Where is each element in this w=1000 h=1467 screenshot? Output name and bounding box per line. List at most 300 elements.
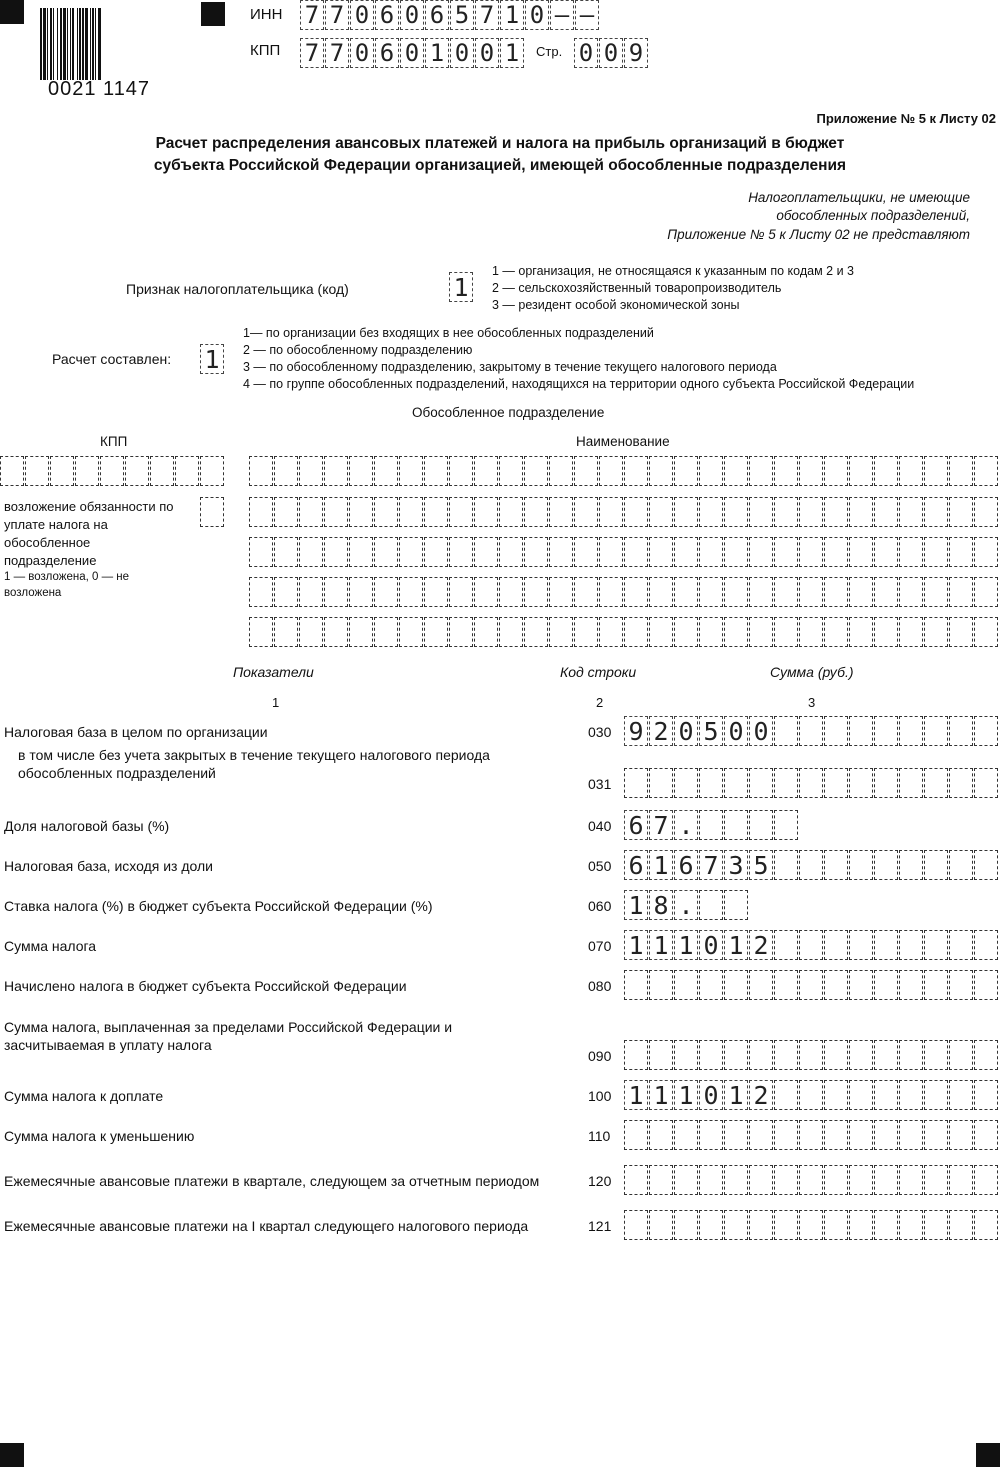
subdivision-name-cell[interactable] <box>274 537 298 567</box>
subdivision-name-cell[interactable] <box>574 537 598 567</box>
row-value-cell[interactable] <box>649 1040 673 1070</box>
kpp-cells[interactable] <box>300 38 525 68</box>
row-value-cell[interactable] <box>824 768 848 798</box>
subdivision-name-cell[interactable] <box>349 577 373 607</box>
row-value-cell[interactable]: 7 <box>649 810 673 840</box>
subdivision-name-cell[interactable] <box>574 497 598 527</box>
subdivision-name-cell[interactable] <box>574 456 598 486</box>
row-value-cell[interactable] <box>924 768 948 798</box>
subdivision-name-cell[interactable] <box>649 577 673 607</box>
row-value-cell[interactable]: 1 <box>624 890 648 920</box>
subdivision-kpp-cell[interactable] <box>75 456 99 486</box>
subdivision-name-cell[interactable] <box>474 497 498 527</box>
row-value-cell[interactable] <box>949 716 973 746</box>
subdivision-name-cell[interactable] <box>674 497 698 527</box>
row-value-cell[interactable]: 1 <box>724 1080 748 1110</box>
row-value-cell[interactable] <box>749 810 773 840</box>
subdivision-name-cell[interactable] <box>249 456 273 486</box>
row-value-cell[interactable] <box>824 1165 848 1195</box>
row-value-cell[interactable] <box>874 716 898 746</box>
row-value-cells[interactable] <box>624 890 749 920</box>
subdivision-name-cell[interactable] <box>349 497 373 527</box>
subdivision-name-cell[interactable] <box>749 537 773 567</box>
subdivision-name-cell[interactable] <box>399 537 423 567</box>
row-value-cell[interactable]: 8 <box>649 890 673 920</box>
subdivision-name-cell[interactable] <box>499 617 523 647</box>
subdivision-name-cell[interactable] <box>524 497 548 527</box>
row-value-cell[interactable] <box>749 1165 773 1195</box>
row-value-cell[interactable]: 5 <box>699 716 723 746</box>
subdivision-name-cell[interactable] <box>724 456 748 486</box>
subdivision-name-cell[interactable] <box>849 577 873 607</box>
row-value-cell[interactable] <box>924 1165 948 1195</box>
row-value-cells[interactable] <box>624 1165 999 1195</box>
subdivision-name-cell[interactable] <box>974 456 998 486</box>
subdivision-name-cell[interactable] <box>299 577 323 607</box>
subdivision-name-cell[interactable] <box>874 537 898 567</box>
subdivision-name-cell[interactable] <box>274 456 298 486</box>
subdivision-name-cell[interactable] <box>324 456 348 486</box>
row-value-cell[interactable] <box>949 1080 973 1110</box>
subdivision-name-cell[interactable] <box>324 577 348 607</box>
subdivision-name-row[interactable] <box>249 456 999 486</box>
subdivision-name-cell[interactable] <box>724 497 748 527</box>
subdivision-name-cell[interactable] <box>949 537 973 567</box>
row-value-cell[interactable]: 7 <box>699 850 723 880</box>
row-value-cell[interactable]: 0 <box>699 1080 723 1110</box>
subdivision-name-row[interactable] <box>249 577 999 607</box>
subdivision-name-cell[interactable] <box>924 456 948 486</box>
row-value-cell[interactable] <box>724 970 748 1000</box>
subdivision-name-cell[interactable] <box>449 617 473 647</box>
subdivision-name-row[interactable] <box>249 617 999 647</box>
subdivision-name-cell[interactable] <box>274 497 298 527</box>
kpp-cell[interactable]: 0 <box>400 38 424 68</box>
subdivision-name-cell[interactable] <box>449 456 473 486</box>
subdivision-name-cell[interactable] <box>399 617 423 647</box>
row-value-cell[interactable]: 1 <box>674 930 698 960</box>
row-value-cell[interactable] <box>974 1210 998 1240</box>
subdivision-name-cell[interactable] <box>649 617 673 647</box>
row-value-cell[interactable] <box>799 850 823 880</box>
row-value-cell[interactable] <box>924 850 948 880</box>
row-value-cell[interactable] <box>899 1080 923 1110</box>
row-value-cell[interactable] <box>849 768 873 798</box>
subdivision-name-cell[interactable] <box>949 456 973 486</box>
row-value-cell[interactable] <box>874 1120 898 1150</box>
subdivision-name-cell[interactable] <box>474 577 498 607</box>
kpp-cell[interactable]: 0 <box>350 38 374 68</box>
row-value-cell[interactable]: 0 <box>749 716 773 746</box>
row-value-cell[interactable] <box>624 1210 648 1240</box>
subdivision-name-cell[interactable] <box>724 617 748 647</box>
row-value-cell[interactable] <box>899 768 923 798</box>
row-value-cell[interactable]: 6 <box>624 850 648 880</box>
subdivision-name-cell[interactable] <box>924 537 948 567</box>
row-value-cell[interactable] <box>924 930 948 960</box>
inn-cell[interactable]: 0 <box>525 0 549 30</box>
subdivision-name-cell[interactable] <box>649 537 673 567</box>
subdivision-name-cell[interactable] <box>799 617 823 647</box>
subdivision-name-cell[interactable] <box>724 577 748 607</box>
subdivision-name-cell[interactable] <box>599 617 623 647</box>
subdivision-name-cell[interactable] <box>749 577 773 607</box>
row-value-cell[interactable] <box>799 1120 823 1150</box>
row-value-cell[interactable] <box>974 1120 998 1150</box>
row-value-cells[interactable] <box>624 768 999 798</box>
row-value-cell[interactable] <box>649 1210 673 1240</box>
subdivision-name-cell[interactable] <box>299 537 323 567</box>
subdivision-name-cell[interactable] <box>399 577 423 607</box>
subdivision-name-cell[interactable] <box>874 456 898 486</box>
row-value-cell[interactable] <box>949 930 973 960</box>
kpp-cell[interactable]: 1 <box>500 38 524 68</box>
subdivision-name-cell[interactable] <box>374 537 398 567</box>
row-value-cell[interactable] <box>824 970 848 1000</box>
row-value-cell[interactable] <box>849 1120 873 1150</box>
subdivision-name-cell[interactable] <box>599 456 623 486</box>
row-value-cell[interactable]: 6 <box>674 850 698 880</box>
subdivision-name-cell[interactable] <box>424 577 448 607</box>
subdivision-name-cell[interactable] <box>949 617 973 647</box>
subdivision-name-cell[interactable] <box>249 497 273 527</box>
subdivision-name-cell[interactable] <box>249 617 273 647</box>
row-value-cell[interactable] <box>874 1040 898 1070</box>
row-value-cell[interactable] <box>899 930 923 960</box>
subdivision-name-cell[interactable] <box>699 617 723 647</box>
subdivision-name-cell[interactable] <box>349 537 373 567</box>
row-value-cell[interactable] <box>874 850 898 880</box>
subdivision-name-cell[interactable] <box>424 537 448 567</box>
subdivision-name-cell[interactable] <box>824 617 848 647</box>
row-value-cell[interactable] <box>849 1165 873 1195</box>
row-value-cell[interactable] <box>674 1210 698 1240</box>
row-value-cell[interactable] <box>724 1165 748 1195</box>
row-value-cell[interactable] <box>899 1210 923 1240</box>
subdivision-name-cell[interactable] <box>899 456 923 486</box>
row-value-cell[interactable] <box>774 716 798 746</box>
subdivision-name-cell[interactable] <box>424 497 448 527</box>
subdivision-name-cell[interactable] <box>624 577 648 607</box>
row-value-cell[interactable]: 6 <box>624 810 648 840</box>
row-value-cell[interactable] <box>824 1120 848 1150</box>
inn-cell[interactable]: 6 <box>425 0 449 30</box>
row-value-cells[interactable] <box>624 810 799 840</box>
subdivision-name-cell[interactable] <box>624 617 648 647</box>
calc-compiled-cell[interactable] <box>200 344 225 374</box>
row-value-cell[interactable] <box>774 970 798 1000</box>
subdivision-name-cell[interactable] <box>474 617 498 647</box>
row-value-cell[interactable]: 5 <box>749 850 773 880</box>
subdivision-kpp-cell[interactable] <box>50 456 74 486</box>
inn-cell[interactable]: — <box>575 0 599 30</box>
subdivision-name-cell[interactable] <box>824 456 848 486</box>
inn-cell[interactable]: 1 <box>500 0 524 30</box>
subdivision-name-cell[interactable] <box>974 497 998 527</box>
subdivision-name-cell[interactable] <box>324 497 348 527</box>
subdivision-name-cell[interactable] <box>774 617 798 647</box>
subdivision-name-cell[interactable] <box>549 577 573 607</box>
kpp-cell[interactable]: 0 <box>475 38 499 68</box>
row-value-cell[interactable] <box>699 768 723 798</box>
subdivision-name-cell[interactable] <box>549 617 573 647</box>
page-cells[interactable] <box>574 38 649 68</box>
row-value-cells[interactable] <box>624 970 999 1000</box>
row-value-cell[interactable] <box>799 970 823 1000</box>
subdivision-name-cell[interactable] <box>749 456 773 486</box>
row-value-cell[interactable] <box>974 850 998 880</box>
row-value-cell[interactable] <box>824 1210 848 1240</box>
subdivision-name-cell[interactable] <box>699 537 723 567</box>
subdivision-kpp-cell[interactable] <box>25 456 49 486</box>
row-value-cell[interactable] <box>899 970 923 1000</box>
row-value-cell[interactable] <box>649 768 673 798</box>
row-value-cell[interactable] <box>749 1210 773 1240</box>
subdivision-name-cell[interactable] <box>949 497 973 527</box>
subdivision-name-cell[interactable] <box>524 577 548 607</box>
row-value-cell[interactable] <box>849 716 873 746</box>
row-value-cell[interactable] <box>899 1040 923 1070</box>
subdivision-name-cell[interactable] <box>749 617 773 647</box>
subdivision-name-cell[interactable] <box>649 497 673 527</box>
taxpayer-sign-cell[interactable] <box>449 272 474 302</box>
row-value-cells[interactable] <box>624 930 999 960</box>
subdivision-name-cell[interactable] <box>349 456 373 486</box>
row-value-cell[interactable] <box>624 1120 648 1150</box>
subdivision-name-cell[interactable] <box>899 497 923 527</box>
row-value-cell[interactable]: . <box>674 810 698 840</box>
subdivision-name-cell[interactable] <box>274 577 298 607</box>
kpp-cell[interactable]: 6 <box>375 38 399 68</box>
page-cell[interactable]: 0 <box>574 38 598 68</box>
subdivision-name-cell[interactable] <box>299 497 323 527</box>
subdivision-name-cell[interactable] <box>399 497 423 527</box>
row-value-cell[interactable] <box>749 768 773 798</box>
kpp-cell[interactable]: 7 <box>300 38 324 68</box>
row-value-cell[interactable] <box>824 1040 848 1070</box>
row-value-cell[interactable] <box>924 1210 948 1240</box>
row-value-cell[interactable] <box>724 890 748 920</box>
row-value-cells[interactable] <box>624 1080 999 1110</box>
subdivision-name-cell[interactable] <box>399 456 423 486</box>
subdivision-name-cell[interactable] <box>774 537 798 567</box>
subdivision-kpp-cell[interactable] <box>200 456 224 486</box>
row-value-cell[interactable] <box>824 850 848 880</box>
row-value-cell[interactable] <box>974 1165 998 1195</box>
subdivision-name-cell[interactable] <box>549 497 573 527</box>
subdivision-name-cell[interactable] <box>424 456 448 486</box>
subdivision-name-cell[interactable] <box>549 456 573 486</box>
subdivision-name-cell[interactable] <box>849 617 873 647</box>
row-value-cell[interactable] <box>699 890 723 920</box>
row-value-cell[interactable] <box>774 810 798 840</box>
row-value-cell[interactable] <box>949 1210 973 1240</box>
subdivision-name-cell[interactable] <box>874 577 898 607</box>
row-value-cell[interactable] <box>849 1080 873 1110</box>
row-value-cell[interactable] <box>874 1210 898 1240</box>
row-value-cell[interactable] <box>649 1165 673 1195</box>
inn-cell[interactable]: 7 <box>300 0 324 30</box>
row-value-cell[interactable] <box>949 1040 973 1070</box>
subdivision-name-cell[interactable] <box>524 456 548 486</box>
row-value-cells[interactable] <box>624 1120 999 1150</box>
row-value-cell[interactable] <box>849 1210 873 1240</box>
subdivision-name-cell[interactable] <box>774 497 798 527</box>
subdivision-name-cell[interactable] <box>874 497 898 527</box>
page-cell[interactable]: 0 <box>599 38 623 68</box>
row-value-cell[interactable] <box>624 768 648 798</box>
row-value-cell[interactable] <box>949 1120 973 1150</box>
row-value-cell[interactable] <box>624 1040 648 1070</box>
subdivision-name-cell[interactable] <box>949 577 973 607</box>
row-value-cell[interactable] <box>849 970 873 1000</box>
subdivision-name-row[interactable] <box>249 537 999 567</box>
row-value-cells[interactable] <box>624 850 999 880</box>
row-value-cell[interactable] <box>974 930 998 960</box>
subdivision-name-cell[interactable] <box>799 497 823 527</box>
row-value-cell[interactable] <box>674 1120 698 1150</box>
subdivision-name-cell[interactable] <box>474 456 498 486</box>
subdivision-name-cell[interactable] <box>674 537 698 567</box>
subdivision-name-cell[interactable] <box>799 537 823 567</box>
inn-cell[interactable]: 5 <box>450 0 474 30</box>
row-value-cell[interactable] <box>899 716 923 746</box>
subdivision-name-cell[interactable] <box>899 537 923 567</box>
row-value-cells[interactable] <box>624 1210 999 1240</box>
row-value-cell[interactable] <box>724 1040 748 1070</box>
subdivision-name-cell[interactable] <box>899 577 923 607</box>
row-value-cell[interactable] <box>724 810 748 840</box>
row-value-cell[interactable] <box>799 930 823 960</box>
subdivision-kpp-cells[interactable] <box>0 456 225 486</box>
row-value-cell[interactable]: 0 <box>699 930 723 960</box>
subdivision-kpp-cell[interactable] <box>150 456 174 486</box>
row-value-cell[interactable]: . <box>674 890 698 920</box>
subdivision-name-cell[interactable] <box>349 617 373 647</box>
subdivision-name-cell[interactable] <box>449 537 473 567</box>
row-value-cell[interactable] <box>774 1165 798 1195</box>
kpp-cell[interactable]: 1 <box>425 38 449 68</box>
row-value-cell[interactable] <box>674 1165 698 1195</box>
row-value-cell[interactable] <box>874 930 898 960</box>
row-value-cell[interactable] <box>624 970 648 1000</box>
row-value-cell[interactable] <box>924 1080 948 1110</box>
row-value-cell[interactable] <box>624 1165 648 1195</box>
row-value-cell[interactable]: 2 <box>749 930 773 960</box>
row-value-cell[interactable]: 1 <box>649 850 673 880</box>
subdivision-name-cell[interactable] <box>699 497 723 527</box>
obligation-value[interactable] <box>200 497 224 527</box>
row-value-cell[interactable] <box>924 716 948 746</box>
row-value-cell[interactable] <box>824 930 848 960</box>
inn-cell[interactable]: 7 <box>325 0 349 30</box>
subdivision-name-cell[interactable] <box>774 577 798 607</box>
row-value-cell[interactable] <box>674 970 698 1000</box>
row-value-cell[interactable] <box>949 768 973 798</box>
row-value-cell[interactable] <box>899 1165 923 1195</box>
row-value-cell[interactable] <box>924 970 948 1000</box>
subdivision-name-cell[interactable] <box>624 537 648 567</box>
subdivision-name-row[interactable] <box>249 497 999 527</box>
subdivision-name-cell[interactable] <box>499 497 523 527</box>
row-value-cell[interactable] <box>824 1080 848 1110</box>
row-value-cell[interactable]: 1 <box>674 1080 698 1110</box>
row-value-cell[interactable]: 3 <box>724 850 748 880</box>
row-value-cell[interactable] <box>699 970 723 1000</box>
row-value-cell[interactable] <box>699 1120 723 1150</box>
subdivision-name-cell[interactable] <box>449 497 473 527</box>
subdivision-name-cell[interactable] <box>849 537 873 567</box>
row-value-cells[interactable] <box>624 1040 999 1070</box>
subdivision-name-cell[interactable] <box>499 537 523 567</box>
subdivision-name-cell[interactable] <box>824 577 848 607</box>
subdivision-name-cell[interactable] <box>799 577 823 607</box>
subdivision-name-cell[interactable] <box>899 617 923 647</box>
row-value-cell[interactable] <box>974 970 998 1000</box>
subdivision-name-cell[interactable] <box>924 577 948 607</box>
page-cell[interactable]: 9 <box>624 38 648 68</box>
subdivision-name-cell[interactable] <box>249 537 273 567</box>
kpp-cell[interactable]: 7 <box>325 38 349 68</box>
subdivision-kpp-cell[interactable] <box>100 456 124 486</box>
subdivision-name-cell[interactable] <box>849 456 873 486</box>
row-value-cell[interactable] <box>699 1210 723 1240</box>
row-value-cell[interactable] <box>774 1120 798 1150</box>
subdivision-name-cell[interactable] <box>724 537 748 567</box>
subdivision-name-cell[interactable] <box>474 537 498 567</box>
row-value-cell[interactable] <box>724 1120 748 1150</box>
row-value-cell[interactable] <box>799 768 823 798</box>
subdivision-name-cell[interactable] <box>574 577 598 607</box>
row-value-cell[interactable] <box>674 1040 698 1070</box>
subdivision-name-cell[interactable] <box>424 617 448 647</box>
row-value-cell[interactable] <box>724 768 748 798</box>
row-value-cell[interactable] <box>974 716 998 746</box>
subdivision-name-cell[interactable] <box>374 456 398 486</box>
row-value-cell[interactable] <box>799 1210 823 1240</box>
row-value-cell[interactable] <box>874 768 898 798</box>
row-value-cell[interactable] <box>949 1165 973 1195</box>
row-value-cell[interactable]: 1 <box>649 930 673 960</box>
row-value-cell[interactable] <box>874 1080 898 1110</box>
row-value-cell[interactable] <box>799 716 823 746</box>
subdivision-name-cell[interactable] <box>499 456 523 486</box>
row-value-cell[interactable]: 1 <box>624 930 648 960</box>
subdivision-name-cell[interactable] <box>974 617 998 647</box>
subdivision-name-cell[interactable] <box>324 537 348 567</box>
row-value-cell[interactable] <box>649 1120 673 1150</box>
subdivision-name-cell[interactable] <box>824 497 848 527</box>
subdivision-name-cell[interactable] <box>874 617 898 647</box>
row-value-cell[interactable] <box>749 1040 773 1070</box>
subdivision-name-cell[interactable] <box>749 497 773 527</box>
row-value-cell[interactable] <box>699 810 723 840</box>
row-value-cells[interactable] <box>624 716 999 746</box>
row-value-cell[interactable] <box>849 850 873 880</box>
subdivision-name-cell[interactable] <box>974 577 998 607</box>
row-value-cell[interactable] <box>674 768 698 798</box>
row-value-cell[interactable]: 0 <box>724 716 748 746</box>
row-value-cell[interactable] <box>774 768 798 798</box>
kpp-cell[interactable]: 0 <box>450 38 474 68</box>
subdivision-name-cell[interactable] <box>924 617 948 647</box>
row-value-cell[interactable] <box>824 716 848 746</box>
row-value-cell[interactable] <box>749 1120 773 1150</box>
row-value-cell[interactable] <box>849 1040 873 1070</box>
inn-cell[interactable]: 7 <box>475 0 499 30</box>
row-value-cell[interactable] <box>949 970 973 1000</box>
subdivision-name-cell[interactable] <box>524 617 548 647</box>
